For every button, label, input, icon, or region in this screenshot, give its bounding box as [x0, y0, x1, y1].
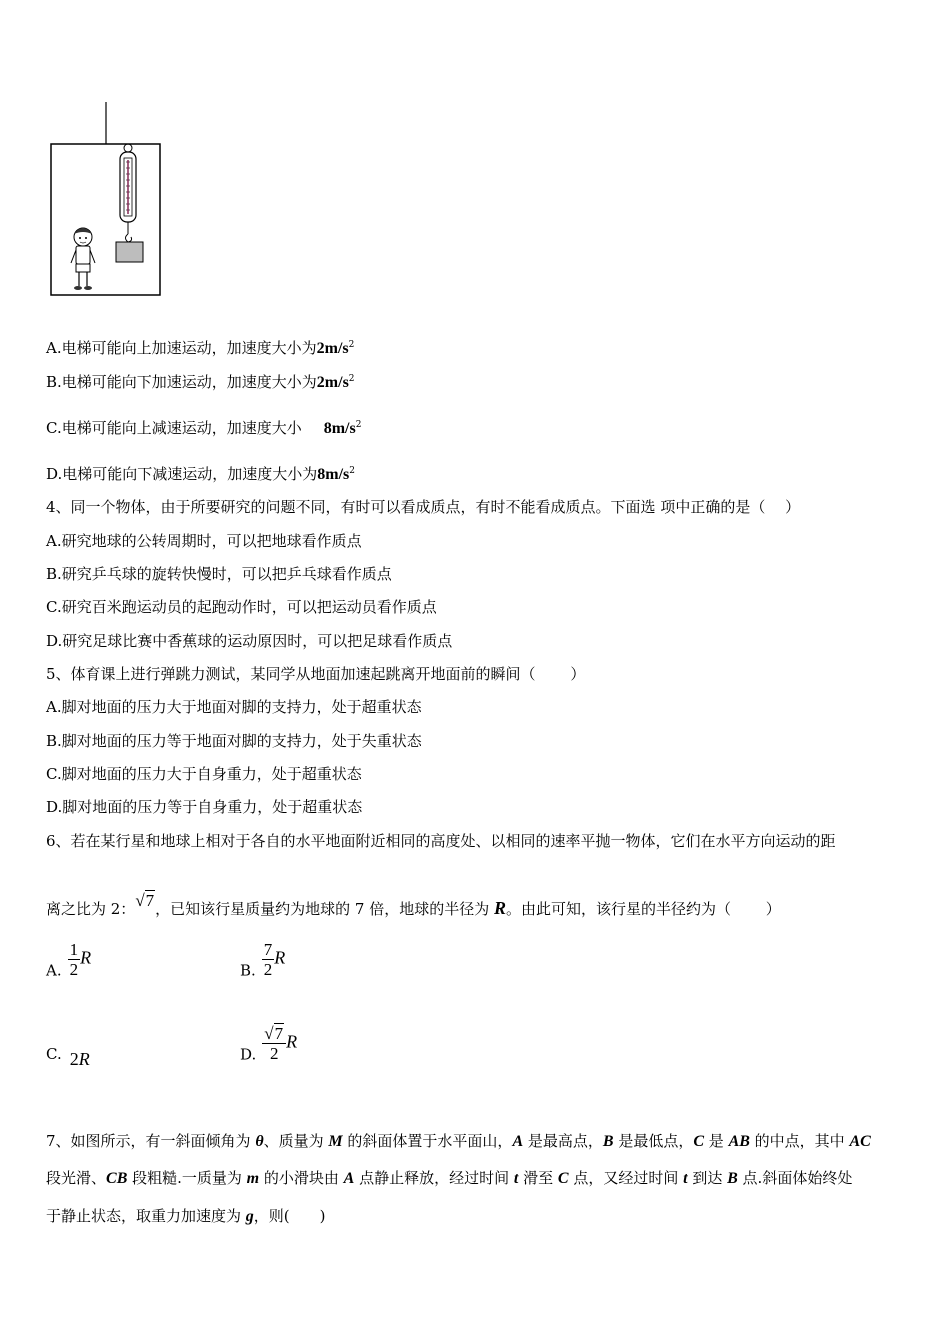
- q4-option-b: B.研究乒乓球的旋转快慢时，可以把乒乓球看作质点: [46, 565, 392, 583]
- q4-option-a: A.研究地球的公转周期时，可以把地球看作质点: [46, 532, 362, 550]
- q5-stem: 5、体育课上进行弹跳力测试，某同学从地面加速起跳离开地面前的瞬间（ ）: [46, 665, 586, 683]
- q7-line1: 7、如图所示，有一斜面倾角为 θ、质量为 M 的斜面体置于水平面山，A 是最高点，B 是最低点，C 是 AB 的中点，其中 AC: [46, 1132, 871, 1150]
- q4-stem: 4、同一个物体，由于所要研究的问题不同，有时可以看成质点，有时不能看成质点。下面选 项中正确的是（ ）: [46, 498, 801, 516]
- q5-option-b: B.脚对地面的压力等于地面对脚的支持力，处于失重状态: [46, 732, 422, 750]
- q7-line3: 于静止状态，取重力加速度为 g，则( ): [46, 1207, 326, 1225]
- q5-option-d: D.脚对地面的压力等于自身重力，处于超重状态: [46, 798, 363, 816]
- q6-option-c: C. 2R: [46, 1045, 90, 1069]
- q3-option-d: D.电梯可能向下减速运动，加速度大小为$8m/s^2$: [46, 465, 355, 483]
- q6-option-a: A. $\frac{1}{2}$ R: [46, 940, 92, 980]
- q5-option-c: C.脚对地面的压力大于自身重力，处于超重状态: [46, 765, 362, 783]
- spring-scale-icon: [120, 144, 136, 242]
- q4-option-d: D.研究足球比赛中香蕉球的运动原因时，可以把足球看作质点: [46, 632, 453, 650]
- q4-option-c: C.研究百米跑运动员的起跑动作时，可以把运动员看作质点: [46, 598, 437, 616]
- q6-stem-line1: 6、若在某行星和地球上相对于各自的水平地面附近相同的高度处、以相同的速率平抛一物体，它们在水平方向运动的距: [46, 832, 836, 850]
- weight-block: [116, 242, 143, 262]
- q6-stem-line2: 离之比为 2：√7，已知该行星质量约为地球的 7 倍，地球的半径为 R。由此可知，该行星的半径约为（ ）: [46, 891, 781, 918]
- q3-option-b: B.电梯可能向下加速运动，加速度大小为$2m/s^2$: [46, 373, 355, 391]
- q5-option-a: A.脚对地面的压力大于地面对脚的支持力，处于超重状态: [46, 698, 422, 716]
- q6-option-b: B. $\frac{7}{2}$ R: [240, 940, 286, 980]
- q7-line2: 段光滑、CB 段粗糙.一质量为 m 的小滑块由 A 点静止释放，经过时间 t 滑至 C 点，又经过时间 t 到达 B 点.斜面体始终处: [46, 1169, 853, 1187]
- q3-option-a: A.电梯可能向上加速运动，加速度大小为$2m/s^2$: [46, 339, 355, 357]
- q3-option-c: C.电梯可能向上减速运动，加速度大小 $8m/s^2$: [46, 419, 362, 437]
- child-icon: [71, 228, 95, 290]
- q6-option-d: D. $\frac{√7}{2}$ R: [240, 1024, 298, 1064]
- elevator-figure: [40, 100, 170, 300]
